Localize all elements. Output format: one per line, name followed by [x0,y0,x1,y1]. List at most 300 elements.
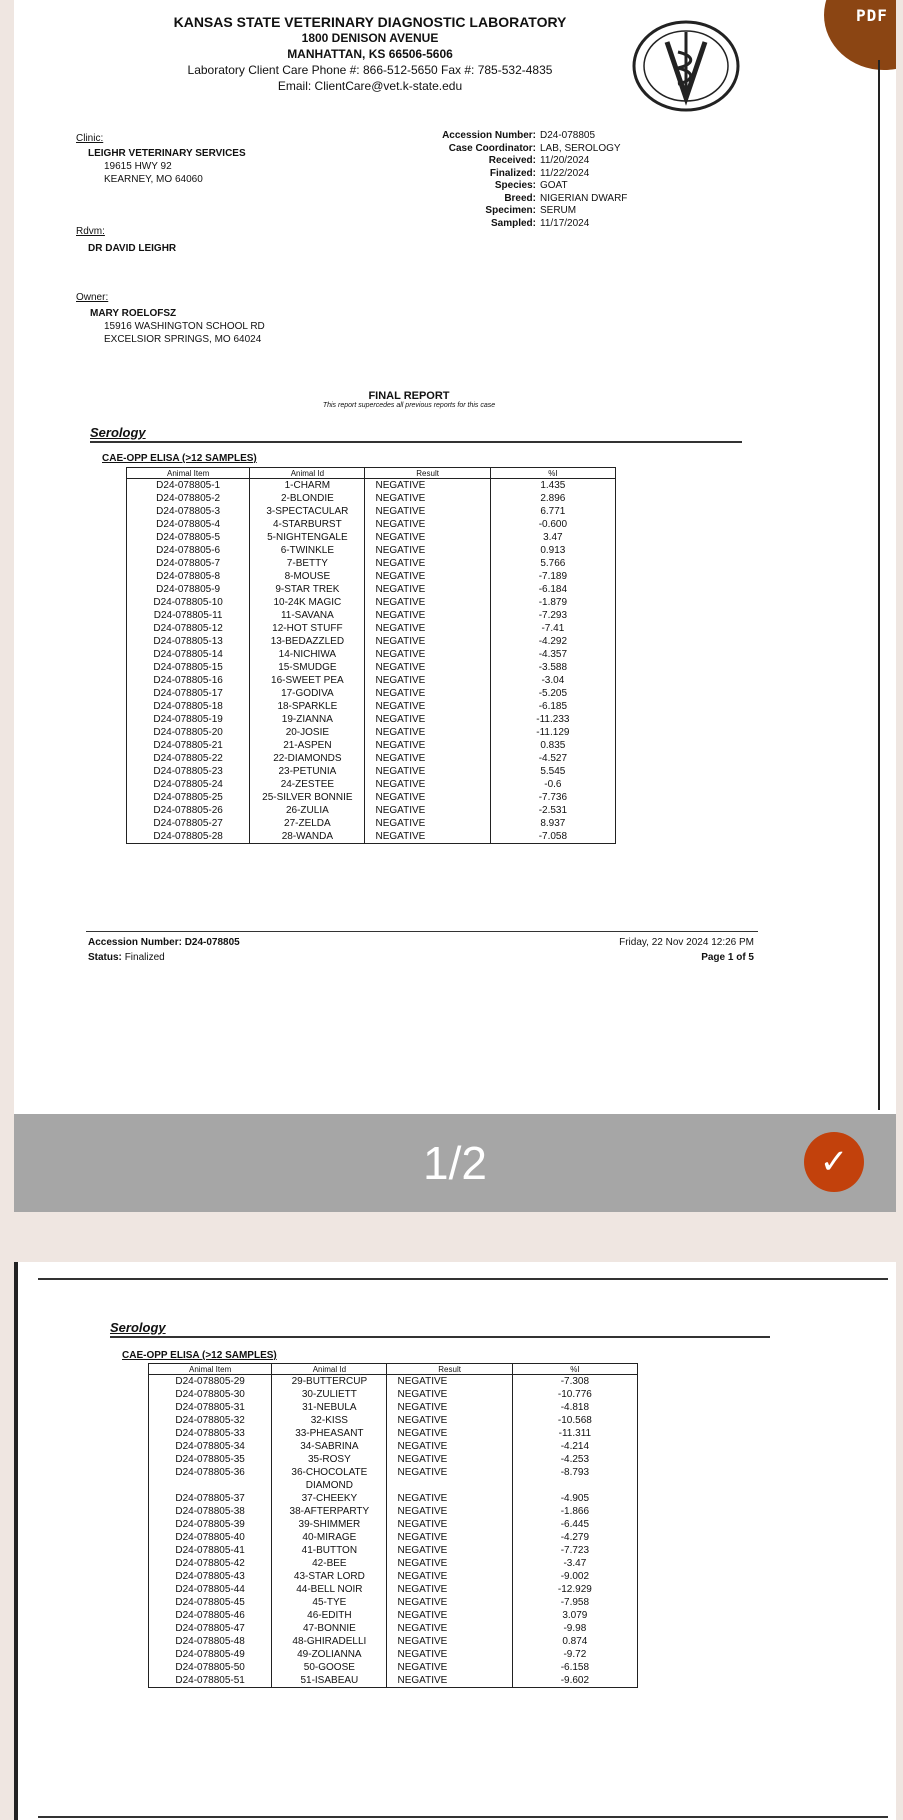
lab-name: KANSAS STATE VETERINARY DIAGNOSTIC LABORATORY [173,14,567,30]
table-row [127,830,616,844]
animal-id-cell: 6-TWINKLE [250,544,365,557]
si-cell: -7.723 [512,1544,637,1557]
result-cell: NEGATIVE [387,1518,512,1531]
animal-id-cell: 37-CHEEKY [272,1492,387,1505]
result-cell: NEGATIVE [365,817,490,830]
table-row [127,583,616,596]
table-row [127,687,616,700]
case-info-row: Received: 11/20/2024 [488,155,590,166]
table-row [149,1440,638,1453]
footer-status-value: Finalized [124,952,165,963]
report-page-1 [14,0,896,1212]
si-cell: 5.766 [490,557,615,570]
result-cell: NEGATIVE [365,609,490,622]
table-row [149,1622,638,1635]
result-cell: NEGATIVE [387,1388,512,1401]
result-cell: NEGATIVE [387,1609,512,1622]
animal-id-cell: 47-BONNIE [272,1622,387,1635]
report-subtitle: This report supercedes all previous reports for this case [322,402,496,409]
table-row [149,1414,638,1427]
animal-item-cell: D24-078805-47 [149,1622,272,1635]
animal-id-cell: 33-PHEASANT [272,1427,387,1440]
animal-item-cell: D24-078805-8 [127,570,250,583]
table-row [127,713,616,726]
si-cell: -4.292 [490,635,615,648]
footer-rule [86,931,758,932]
owner-label: Owner: [76,292,109,303]
table-row [149,1609,638,1622]
table-row [127,648,616,661]
si-cell: -4.279 [512,1531,637,1544]
col-result: Result [387,1364,512,1375]
animal-item-cell: D24-078805-20 [127,726,250,739]
animal-item-cell: D24-078805-24 [127,778,250,791]
result-cell: NEGATIVE [387,1427,512,1440]
table-row [127,596,616,609]
result-cell: NEGATIVE [387,1492,512,1505]
animal-item-cell: D24-078805-44 [149,1583,272,1596]
si-cell: -4.527 [490,752,615,765]
report-title-block [14,390,804,409]
animal-id-cell: 32-KISS [272,1414,387,1427]
animal-id-cell: 24-ZESTEE [250,778,365,791]
owner-street: 15916 WASHINGTON SCHOOL RD [104,321,265,332]
animal-id-cell: 5-NIGHTENGALE [250,531,365,544]
si-cell: -7.189 [490,570,615,583]
animal-id-cell: 34-SABRINA [272,1440,387,1453]
animal-id-cell: 31-NEBULA [272,1401,387,1414]
si-cell: -10.776 [512,1388,637,1401]
clinic-city: KEARNEY, MO 64060 [104,174,203,185]
result-cell: NEGATIVE [365,479,490,493]
table-row [127,544,616,557]
table-row [149,1505,638,1518]
results-table-page-1 [126,467,616,844]
si-cell: 8.937 [490,817,615,830]
result-cell: NEGATIVE [365,778,490,791]
si-cell: -10.568 [512,1414,637,1427]
animal-id-cell: 42-BEE [272,1557,387,1570]
result-cell: NEGATIVE [387,1622,512,1635]
animal-id-cell: 36-CHOCOLATE DIAMOND [272,1466,387,1492]
result-cell: NEGATIVE [365,557,490,570]
animal-id-cell: 43-STAR LORD [272,1570,387,1583]
table-row [149,1570,638,1583]
animal-id-cell: 13-BEDAZZLED [250,635,365,648]
si-cell: -1.879 [490,596,615,609]
animal-item-cell: D24-078805-32 [149,1414,272,1427]
si-cell: -4.357 [490,648,615,661]
si-cell: -2.531 [490,804,615,817]
table-row [127,492,616,505]
table-row [127,674,616,687]
animal-item-cell: D24-078805-29 [149,1375,272,1389]
result-cell: NEGATIVE [387,1648,512,1661]
animal-item-cell: D24-078805-12 [127,622,250,635]
pdf-badge[interactable] [824,0,896,70]
animal-item-cell: D24-078805-19 [127,713,250,726]
animal-item-cell: D24-078805-35 [149,1453,272,1466]
table-row [149,1466,638,1492]
animal-item-cell: D24-078805-41 [149,1544,272,1557]
animal-id-cell: 51-ISABEAU [272,1674,387,1688]
result-cell: NEGATIVE [387,1583,512,1596]
case-info-row: Case Coordinator: LAB, SEROLOGY [448,142,621,154]
animal-id-cell: 44-BELL NOIR [272,1583,387,1596]
animal-item-cell: D24-078805-40 [149,1531,272,1544]
case-info [394,130,627,230]
table-row [127,609,616,622]
col-animal-id: Animal Id [250,468,365,479]
table-row [149,1492,638,1505]
test-heading-page-2: CAE-OPP ELISA (>12 SAMPLES) [122,1350,277,1361]
si-cell: 0.913 [490,544,615,557]
animal-item-cell: D24-078805-36 [149,1466,272,1492]
result-cell: NEGATIVE [387,1375,512,1389]
animal-item-cell: D24-078805-5 [127,531,250,544]
scan-bottom-rule [38,1816,888,1818]
lab-contact: Laboratory Client Care Phone #: 866-512-5650 Fax #: 785-532-4835 [187,63,553,77]
animal-item-cell: D24-078805-16 [127,674,250,687]
animal-id-cell: 23-PETUNIA [250,765,365,778]
result-cell: NEGATIVE [365,583,490,596]
case-info-row: Sampled: 11/17/2024 [490,217,590,229]
animal-id-cell: 21-ASPEN [250,739,365,752]
result-cell: NEGATIVE [365,791,490,804]
col-animal-item: Animal Item [149,1364,272,1375]
result-cell: NEGATIVE [365,726,490,739]
result-cell: NEGATIVE [365,713,490,726]
table-row [149,1596,638,1609]
si-cell: -1.866 [512,1505,637,1518]
result-cell: NEGATIVE [365,739,490,752]
si-cell: 5.545 [490,765,615,778]
si-cell: -4.253 [512,1453,637,1466]
result-cell: NEGATIVE [365,531,490,544]
animal-item-cell: D24-078805-18 [127,700,250,713]
si-cell: -0.6 [490,778,615,791]
lab-city: MANHATTAN, KS 66506-5606 [287,47,453,61]
case-info-row: Species: GOAT [494,180,568,191]
section-rule-page-2 [110,1336,770,1338]
si-cell: -4.905 [512,1492,637,1505]
si-cell: 1.435 [490,479,615,493]
animal-id-cell: 10-24K MAGIC [250,596,365,609]
result-cell: NEGATIVE [387,1505,512,1518]
si-cell: -7.308 [512,1375,637,1389]
footer-page: Page 1 of 5 [701,952,754,963]
table-row [127,791,616,804]
animal-item-cell: D24-078805-38 [149,1505,272,1518]
result-cell: NEGATIVE [365,765,490,778]
si-cell: -8.793 [512,1466,637,1492]
si-cell: -6.184 [490,583,615,596]
animal-item-cell: D24-078805-3 [127,505,250,518]
table-row [127,765,616,778]
animal-id-cell: 49-ZOLIANNA [272,1648,387,1661]
si-cell: -7.736 [490,791,615,804]
table-row [149,1388,638,1401]
col-animal-id: Animal Id [272,1364,387,1375]
clinic-street: 19615 HWY 92 [104,161,172,172]
scan-edge-line [878,60,880,1110]
lab-header [14,14,726,94]
results-table-page-2 [148,1363,638,1688]
animal-item-cell: D24-078805-37 [149,1492,272,1505]
animal-item-cell: D24-078805-28 [127,830,250,844]
page-indicator-bar [14,1114,896,1212]
clinic-name: LEIGHR VETERINARY SERVICES [88,148,246,159]
animal-id-cell: 14-NICHIWA [250,648,365,661]
animal-id-cell: 29-BUTTERCUP [272,1375,387,1389]
col-si: %I [512,1364,637,1375]
animal-id-cell: 1-CHARM [250,479,365,493]
animal-id-cell: 35-ROSY [272,1453,387,1466]
table-row [127,479,616,493]
animal-item-cell: D24-078805-11 [127,609,250,622]
si-cell: 3.47 [490,531,615,544]
table-row [127,700,616,713]
checkmark-icon[interactable]: ✓ [804,1132,864,1192]
animal-item-cell: D24-078805-33 [149,1427,272,1440]
table-row [127,726,616,739]
col-si: %I [490,468,615,479]
result-cell: NEGATIVE [365,830,490,844]
section-heading: Serology [90,425,146,440]
lab-email: Email: ClientCare@vet.k-state.edu [277,79,463,93]
si-cell: -7.058 [490,830,615,844]
animal-item-cell: D24-078805-1 [127,479,250,493]
result-cell: NEGATIVE [387,1401,512,1414]
si-cell: -4.818 [512,1401,637,1414]
animal-id-cell: 45-TYE [272,1596,387,1609]
animal-id-cell: 11-SAVANA [250,609,365,622]
table-row [149,1427,638,1440]
table-row [149,1661,638,1674]
result-cell: NEGATIVE [387,1661,512,1674]
animal-id-cell: 27-ZELDA [250,817,365,830]
animal-item-cell: D24-078805-48 [149,1635,272,1648]
si-cell: -0.600 [490,518,615,531]
table-row [127,570,616,583]
si-cell: -4.214 [512,1440,637,1453]
result-cell: NEGATIVE [365,492,490,505]
animal-id-cell: 9-STAR TREK [250,583,365,596]
animal-item-cell: D24-078805-42 [149,1557,272,1570]
animal-item-cell: D24-078805-13 [127,635,250,648]
table-row [127,752,616,765]
animal-id-cell: 4-STARBURST [250,518,365,531]
table-row [149,1375,638,1389]
animal-item-cell: D24-078805-25 [127,791,250,804]
animal-id-cell: 17-GODIVA [250,687,365,700]
animal-item-cell: D24-078805-15 [127,661,250,674]
animal-item-cell: D24-078805-9 [127,583,250,596]
table-row [149,1648,638,1661]
animal-item-cell: D24-078805-21 [127,739,250,752]
scan-edge-line [14,1262,18,1820]
si-cell: 3.079 [512,1609,637,1622]
footer-right [574,935,754,965]
rdvm-name: DR DAVID LEIGHR [88,243,177,254]
si-cell: -6.445 [512,1518,637,1531]
test-heading: CAE-OPP ELISA (>12 SAMPLES) [102,453,257,464]
section-rule [90,441,742,443]
result-cell: NEGATIVE [365,700,490,713]
result-cell: NEGATIVE [365,596,490,609]
result-cell: NEGATIVE [387,1544,512,1557]
si-cell: -11.233 [490,713,615,726]
animal-item-cell: D24-078805-34 [149,1440,272,1453]
table-row [149,1544,638,1557]
animal-id-cell: 48-GHIRADELLI [272,1635,387,1648]
si-cell: -6.185 [490,700,615,713]
animal-id-cell: 8-MOUSE [250,570,365,583]
animal-item-cell: D24-078805-43 [149,1570,272,1583]
animal-id-cell: 41-BUTTON [272,1544,387,1557]
animal-id-cell: 50-GOOSE [272,1661,387,1674]
result-cell: NEGATIVE [387,1557,512,1570]
table-row [149,1583,638,1596]
animal-id-cell: 40-MIRAGE [272,1531,387,1544]
owner-city: EXCELSIOR SPRINGS, MO 64024 [104,334,262,345]
animal-item-cell: D24-078805-46 [149,1609,272,1622]
si-cell: -7.41 [490,622,615,635]
animal-item-cell: D24-078805-39 [149,1518,272,1531]
animal-id-cell: 16-SWEET PEA [250,674,365,687]
si-cell: -3.47 [512,1557,637,1570]
animal-item-cell: D24-078805-51 [149,1674,272,1688]
result-cell: NEGATIVE [365,674,490,687]
animal-item-cell: D24-078805-10 [127,596,250,609]
result-cell: NEGATIVE [387,1635,512,1648]
si-cell: -3.04 [490,674,615,687]
case-info-row: Accession Number: D24-078805 [442,130,596,141]
animal-id-cell: 2-BLONDIE [250,492,365,505]
si-cell: -3.588 [490,661,615,674]
table-row [149,1453,638,1466]
table-header-row [149,1364,638,1375]
animal-item-cell: D24-078805-26 [127,804,250,817]
result-cell: NEGATIVE [365,622,490,635]
animal-item-cell: D24-078805-49 [149,1648,272,1661]
case-info-row: Breed: NIGERIAN DWARF [504,192,628,204]
table-row [127,739,616,752]
animal-item-cell: D24-078805-50 [149,1661,272,1674]
result-cell: NEGATIVE [365,648,490,661]
si-cell: -11.129 [490,726,615,739]
si-cell: 0.874 [512,1635,637,1648]
si-cell: -7.958 [512,1596,637,1609]
animal-id-cell: 22-DIAMONDS [250,752,365,765]
case-info-row: Specimen: SERUM [485,205,577,216]
result-cell: NEGATIVE [365,570,490,583]
result-cell: NEGATIVE [387,1440,512,1453]
page-indicator: 1/2 [423,1137,487,1189]
si-cell: -6.158 [512,1661,637,1674]
animal-item-cell: D24-078805-22 [127,752,250,765]
animal-id-cell: 30-ZULIETT [272,1388,387,1401]
animal-id-cell: 26-ZULIA [250,804,365,817]
animal-item-cell: D24-078805-31 [149,1401,272,1414]
animal-id-cell: 12-HOT STUFF [250,622,365,635]
table-row [127,622,616,635]
si-cell: -9.002 [512,1570,637,1583]
result-cell: NEGATIVE [387,1596,512,1609]
si-cell: -5.205 [490,687,615,700]
result-cell: NEGATIVE [387,1453,512,1466]
animal-item-cell: D24-078805-27 [127,817,250,830]
result-cell: NEGATIVE [365,804,490,817]
result-cell: NEGATIVE [365,635,490,648]
table-row [127,804,616,817]
clinic-label: Clinic: [76,133,104,144]
report-title: FINAL REPORT [368,390,450,402]
result-cell: NEGATIVE [365,544,490,557]
col-animal-item: Animal Item [127,468,250,479]
result-cell: NEGATIVE [365,505,490,518]
col-result: Result [365,468,490,479]
veterinary-seal-icon [629,18,744,114]
footer-left [88,935,240,965]
animal-item-cell: D24-078805-6 [127,544,250,557]
scan-top-rule [38,1278,888,1280]
owner-name: MARY ROELOFSZ [90,308,177,319]
si-cell: 0.835 [490,739,615,752]
lab-address: 1800 DENISON AVENUE [301,31,439,45]
table-row [149,1518,638,1531]
case-info-row: Finalized: 11/22/2024 [489,167,590,179]
table-row [127,557,616,570]
animal-item-cell: D24-078805-23 [127,765,250,778]
result-cell: NEGATIVE [387,1466,512,1492]
animal-id-cell: 46-EDITH [272,1609,387,1622]
result-cell: NEGATIVE [387,1674,512,1688]
animal-id-cell: 39-SHIMMER [272,1518,387,1531]
animal-item-cell: D24-078805-17 [127,687,250,700]
animal-id-cell: 28-WANDA [250,830,365,844]
table-header-row [127,468,616,479]
pdf-badge-label: PDF [856,6,888,25]
result-cell: NEGATIVE [365,687,490,700]
animal-id-cell: 25-SILVER BONNIE [250,791,365,804]
animal-id-cell: 20-JOSIE [250,726,365,739]
animal-item-cell: D24-078805-4 [127,518,250,531]
table-row [149,1635,638,1648]
footer-date: Friday, 22 Nov 2024 12:26 PM [619,937,754,948]
result-cell: NEGATIVE [365,518,490,531]
table-row [127,778,616,791]
si-cell: 2.896 [490,492,615,505]
animal-id-cell: 7-BETTY [250,557,365,570]
si-cell: -11.311 [512,1427,637,1440]
footer-accession: Accession Number: D24-078805 [88,937,240,948]
table-row [127,505,616,518]
table-row [127,635,616,648]
report-page-2 [14,1262,896,1820]
animal-item-cell: D24-078805-7 [127,557,250,570]
animal-id-cell: 15-SMUDGE [250,661,365,674]
si-cell: -9.72 [512,1648,637,1661]
si-cell: -9.602 [512,1674,637,1688]
section-heading-page-2: Serology [110,1320,166,1335]
animal-item-cell: D24-078805-14 [127,648,250,661]
footer-status-label: Status: [88,952,122,963]
result-cell: NEGATIVE [365,752,490,765]
animal-id-cell: 38-AFTERPARTY [272,1505,387,1518]
si-cell: -9.98 [512,1622,637,1635]
table-row [127,817,616,830]
